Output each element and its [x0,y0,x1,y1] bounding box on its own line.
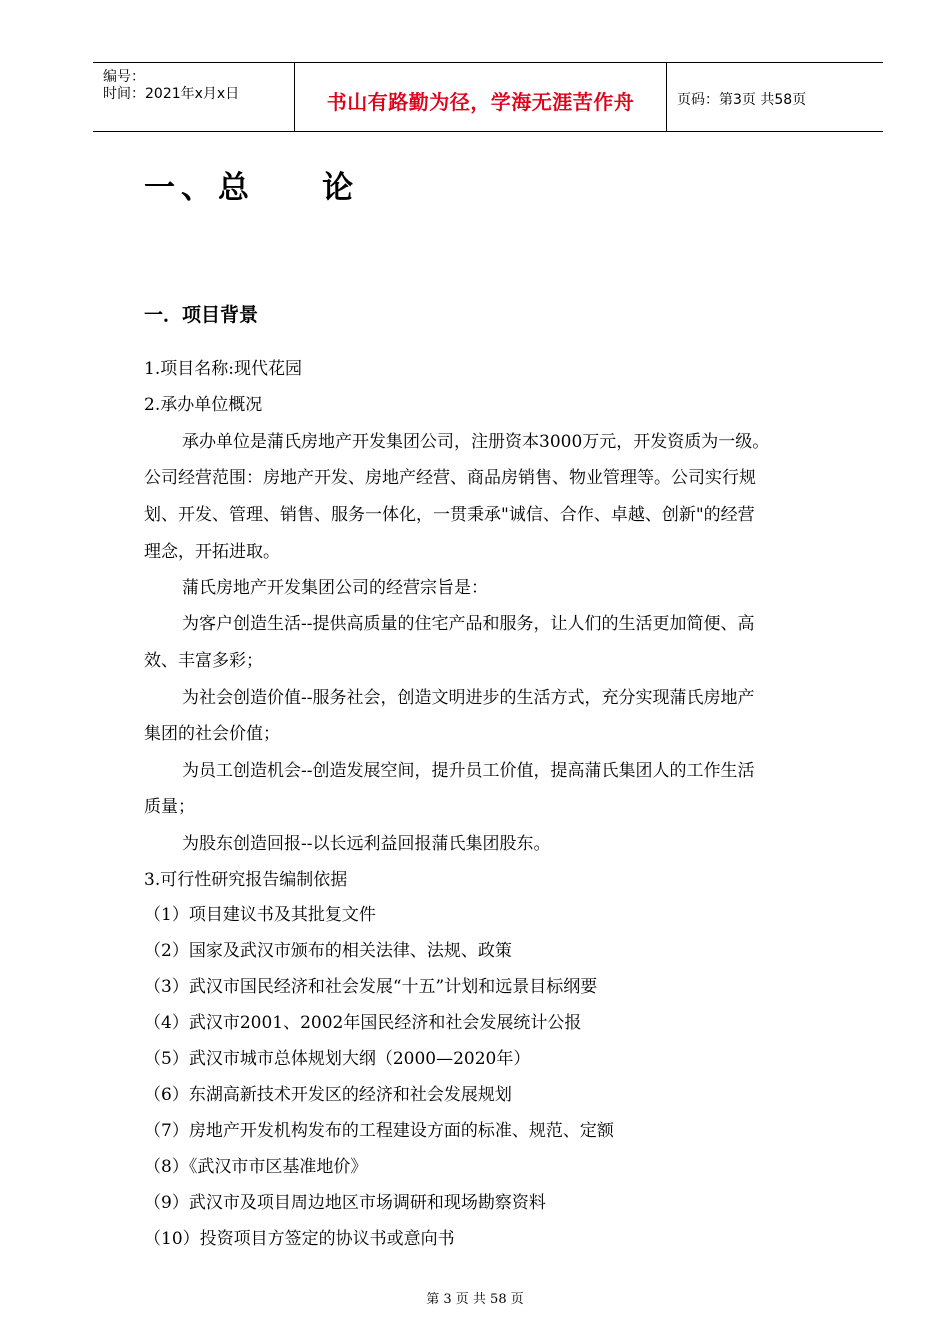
body-line: 公司经营范围：房地产开发、房地产经营、商品房销售、物业管理等。公司实行规 [144,468,756,488]
body-line: 为社会创造价值--服务社会，创造文明进步的生活方式，充分实现蒲氏房地产 [182,688,755,708]
body-line: 为客户创造生活--提供高质量的住宅产品和服务，让人们的生活更加简便、高 [182,614,755,634]
body-line: 为股东创造回报--以长远利益回报蒲氏集团股东。 [182,834,551,854]
header-page-cell [667,63,883,131]
body-line: 集团的社会价值； [144,724,280,744]
body-line: （7）房地产开发机构发布的工程建设方面的标准、规范、定额 [144,1121,614,1141]
body-line: 1.项目名称:现代花园 [144,359,302,379]
body-line: （9）武汉市及项目周边地区市场调研和现场勘察资料 [144,1193,546,1213]
body-line: （6）东湖高新技术开发区的经济和社会发展规划 [144,1085,512,1105]
body-line: 蒲氏房地产开发集团公司的经营宗旨是： [182,578,488,598]
document-number-label: 编号： [103,69,145,85]
motto-text: 书山有路勤为径，学海无涯苦作舟 [326,90,635,114]
body-line: 3.可行性研究报告编制依据 [144,870,348,890]
body-line: 划、开发、管理、销售、服务一体化，一贯秉承"诚信、合作、卓越、创新"的经营 [144,505,755,525]
body-line: 质量； [144,797,195,817]
body-line: 理念，开拓进取。 [144,542,280,562]
body-line: （1）项目建议书及其批复文件 [144,905,376,925]
body-line: （3）武汉市国民经济和社会发展“十五”计划和远景目标纲要 [144,977,598,997]
page-footer: 第 3 页 共 58 页 [426,1292,524,1307]
body-line: （2）国家及武汉市颁布的相关法律、法规、政策 [144,941,512,961]
document-time-label: 时间：2021年x月x日 [103,86,240,102]
body-line: （8）《武汉市市区基准地价》 [144,1157,368,1177]
header-page-info: 页码：第3页 共58页 [677,92,807,108]
body-line: 为员工创造机会--创造发展空间，提升员工价值，提高蒲氏集团人的工作生活 [182,761,755,781]
chapter-title: 一、总 论 [144,170,360,206]
body-line: 效、丰富多彩； [144,651,263,671]
header-motto-cell [295,63,667,131]
body-line: （10）投资项目方签定的协议书或意向书 [144,1229,455,1249]
body-line: （5）武汉市城市总体规划大纲（2000—2020年） [144,1049,531,1069]
body-line: 承办单位是蒲氏房地产开发集团公司，注册资本3000万元，开发资质为一级。 [182,432,770,452]
body-line: （4）武汉市2001、2002年国民经济和社会发展统计公报 [144,1013,582,1033]
body-line: 2.承办单位概况 [144,395,263,415]
section-title: 一．项目背景 [144,304,259,326]
page-header [93,62,883,132]
header-meta-cell [93,63,295,131]
